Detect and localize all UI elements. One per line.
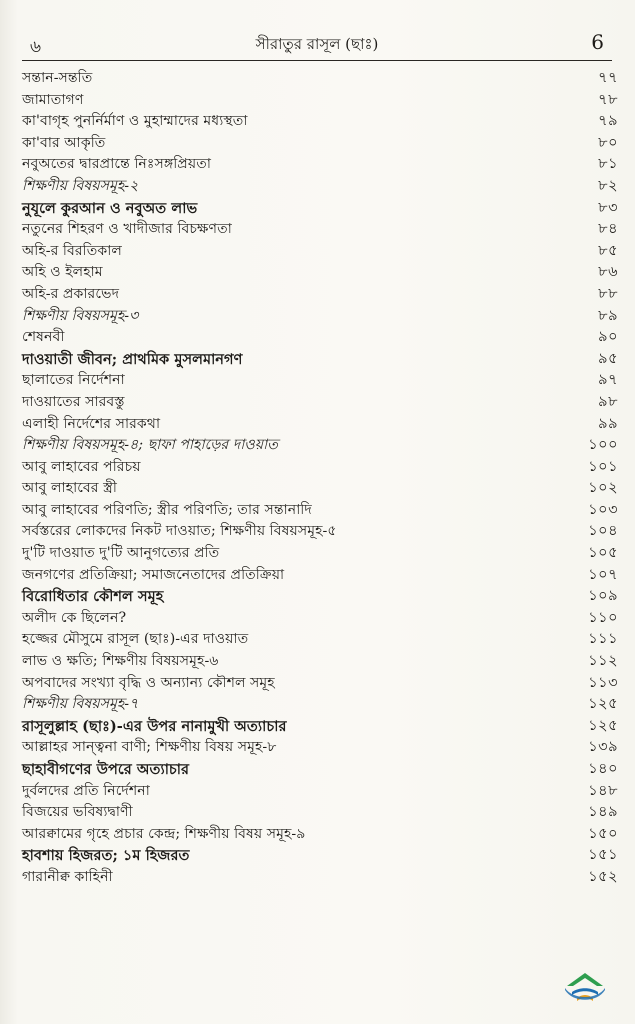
toc-entry-page: ১০২ xyxy=(588,480,618,497)
toc-entry xyxy=(22,68,626,90)
toc-entry xyxy=(22,435,626,457)
page-number-right: 6 xyxy=(591,30,604,54)
toc-entry-page: ১৪০ xyxy=(588,761,618,777)
toc-entry-page: ১১০ xyxy=(588,609,618,626)
page-number-left: ৬ xyxy=(30,37,42,57)
toc-entry xyxy=(22,306,626,328)
toc-entry-title: শিক্ষণীয় বিষয়সমূহ-৪; ছাফা পাহাড়ের দাওয়াত xyxy=(22,437,278,454)
toc-entry xyxy=(22,673,626,695)
toc-entry-title: নুযূলে কুরআন ও নবুঅত লাভ xyxy=(22,199,198,217)
toc-entry-page: ১০১ xyxy=(588,458,618,475)
toc-entry-title: দাওয়াতী জীবন; প্রাথমিক মুসলমানগণ xyxy=(22,350,243,368)
toc-entry-title: আরক্বামের গৃহে প্রচার কেন্দ্র; শিক্ষণীয় বিষয় সমূহ-৯ xyxy=(22,825,306,842)
toc-entry-title: সর্বস্তরের লোকদের নিকট দাওয়াত; শিক্ষণীয় বিষয়সমূহ-৫ xyxy=(22,523,337,540)
toc-entry-title: বিজয়ের ভবিষ্যদ্বাণী xyxy=(22,804,133,821)
toc-entry xyxy=(22,759,626,781)
toc-entry xyxy=(22,154,626,176)
toc-entry-page: ১০৭ xyxy=(588,566,618,583)
toc-entry xyxy=(22,867,626,889)
toc-entry-title: দু'টি দাওয়াত দু'টি আনুগত্যের প্রতি xyxy=(22,545,220,562)
toc-entry-title: আবু লাহাবের পরিণতি; স্ত্রীর পরিণতি; তার সন্তানাদি xyxy=(22,501,312,518)
toc-entry xyxy=(22,284,626,306)
toc-entry-title: লাভ ও ক্ষতি; শিক্ষণীয় বিষয়সমূহ-৬ xyxy=(22,653,219,670)
toc-entry-page: ৮৫ xyxy=(598,242,618,259)
toc-entry-page: ৮৮ xyxy=(598,285,618,302)
header-rule xyxy=(22,60,612,61)
toc-entry xyxy=(22,845,626,867)
toc-entry xyxy=(22,90,626,112)
toc-entry xyxy=(22,565,626,587)
toc-entry-title: জনগণের প্রতিক্রিয়া; সমাজনেতাদের প্রতিক্রিয়া xyxy=(22,566,285,583)
toc-entry-page: ১২৫ xyxy=(588,717,618,734)
toc-entry-page: ১৫০ xyxy=(588,825,618,842)
toc-entry-page: ৯৭ xyxy=(598,372,618,389)
toc-entry xyxy=(22,392,626,414)
toc-entry xyxy=(22,608,626,630)
toc-entry-page: ৯৫ xyxy=(598,350,618,367)
toc-entry-title: ছাহাবীগণের উপরে অত্যাচার xyxy=(22,761,190,778)
table-of-contents xyxy=(22,68,626,889)
toc-entry xyxy=(22,543,626,565)
toc-entry-title: অহি-র বিরতিকাল xyxy=(22,242,122,259)
toc-entry xyxy=(22,262,626,284)
toc-entry-title: আবু লাহাবের পরিচয় xyxy=(22,458,141,475)
toc-entry-title: গারানীক্ব কাহিনী xyxy=(22,868,113,885)
toc-entry xyxy=(22,716,626,738)
toc-entry xyxy=(22,781,626,803)
toc-entry-page: ১২৫ xyxy=(588,696,618,713)
toc-entry xyxy=(22,478,626,500)
toc-entry-title: দাওয়াতের সারবস্তু xyxy=(22,393,125,410)
toc-entry-title: নবুঅতের দ্বারপ্রান্তে নিঃসঙ্গপ্রিয়তা xyxy=(22,156,211,173)
toc-entry xyxy=(22,824,626,846)
toc-entry-title: সন্তান-সন্ততি xyxy=(22,70,93,86)
toc-entry xyxy=(22,737,626,759)
toc-entry xyxy=(22,651,626,673)
toc-entry-title: নতুনের শিহরণ ও খাদীজার বিচক্ষণতা xyxy=(22,221,232,238)
book-title: সীরাতুর রাসূল (ছাঃ) xyxy=(255,35,379,53)
toc-entry-page: ৮৯ xyxy=(598,307,618,324)
toc-entry xyxy=(22,133,626,155)
toc-entry xyxy=(22,198,626,220)
toc-entry-page: ১০৫ xyxy=(588,545,618,562)
toc-entry-title: শেষনবী xyxy=(22,329,65,346)
toc-entry-page: ১৫২ xyxy=(588,868,618,885)
toc-entry-page: ১৩৯ xyxy=(588,739,618,756)
toc-entry xyxy=(22,241,626,263)
toc-entry-page: ১০০ xyxy=(588,437,618,454)
toc-entry xyxy=(22,629,626,651)
toc-entry-title: এলাহী নির্দেশের সারকথা xyxy=(22,415,161,432)
toc-entry-page: ৮৩ xyxy=(598,199,618,216)
toc-entry-title: অপবাদের সংখ্যা বৃদ্ধি ও অন্যান্য কৌশল সমূহ xyxy=(22,674,275,691)
toc-entry xyxy=(22,219,626,241)
toc-entry-page: ৭৮ xyxy=(598,91,618,108)
toc-entry-page: ১১১ xyxy=(588,631,618,648)
toc-entry-title: অহি ও ইলহাম xyxy=(22,264,103,281)
toc-entry-title: রাসূলুল্লাহ (ছাঃ)-এর উপর নানামুখী অত্যাচার xyxy=(22,717,287,735)
toc-entry xyxy=(22,521,626,543)
toc-entry xyxy=(22,370,626,392)
toc-entry-title: হজ্জের মৌসুমে রাসূল (ছাঃ)-এর দাওয়াত xyxy=(22,631,249,648)
toc-entry-page: ১৪৯ xyxy=(588,804,618,821)
toc-entry-page: ৯৮ xyxy=(598,393,618,410)
toc-entry-page: ৭৯ xyxy=(598,113,618,130)
toc-entry-title: জামাতাগণ xyxy=(22,91,84,108)
toc-entry xyxy=(22,176,626,198)
toc-entry xyxy=(22,586,626,608)
toc-entry xyxy=(22,414,626,436)
toc-entry-title: আল্লাহর সান্ত্বনা বাণী; শিক্ষণীয় বিষয় সমূহ-৮ xyxy=(22,739,277,756)
toc-entry-title: অহি-র প্রকারভেদ xyxy=(22,285,120,302)
toc-entry xyxy=(22,802,626,824)
toc-entry-title: শিক্ষণীয় বিষয়সমূহ-৩ xyxy=(22,307,139,324)
toc-entry-title: অলীদ কে ছিলেন? xyxy=(22,609,127,626)
toc-entry-page: ১১২ xyxy=(588,653,618,670)
toc-entry-title: শিক্ষণীয় বিষয়সমূহ-২ xyxy=(22,177,139,194)
toc-entry-page: ১০৪ xyxy=(588,523,618,540)
toc-entry-page: ৮০ xyxy=(598,134,618,151)
toc-entry-page: ১০৯ xyxy=(588,588,618,605)
toc-entry-title: বিরোধিতার কৌশল সমূহ xyxy=(22,588,164,606)
toc-entry-title: ছালাতের নির্দেশনা xyxy=(22,372,125,389)
page-header xyxy=(22,30,612,58)
toc-entry xyxy=(22,111,626,133)
toc-entry xyxy=(22,500,626,522)
toc-entry-title: দুর্বলদের প্রতি নির্দেশনা xyxy=(22,782,150,799)
toc-entry-title: আবু লাহাবের স্ত্রী xyxy=(22,480,117,497)
toc-entry-page: ১৪৮ xyxy=(588,782,618,799)
toc-entry-title: হাবশায় হিজরত; ১ম হিজরত xyxy=(22,847,190,865)
toc-entry-page: ৮৬ xyxy=(598,264,618,281)
toc-entry-page: ৯৯ xyxy=(598,415,618,432)
toc-entry xyxy=(22,349,626,371)
toc-entry-title: কা'বাগৃহ পুনর্নির্মাণ ও মুহাম্মাদের মধ্যস্থতা xyxy=(22,113,248,130)
toc-entry-page: ১১৩ xyxy=(588,674,618,691)
toc-entry-page: ১০৩ xyxy=(588,501,618,518)
toc-entry xyxy=(22,327,626,349)
toc-entry-title: শিক্ষণীয় বিষয়সমূহ-৭ xyxy=(22,696,139,713)
toc-entry-page: ৭৭ xyxy=(598,70,618,86)
toc-entry-page: ৮৪ xyxy=(598,221,618,238)
toc-entry-page: ১৫১ xyxy=(588,847,618,864)
toc-entry-title: কা'বার আকৃতি xyxy=(22,134,106,151)
toc-entry-page: ৮২ xyxy=(598,177,618,194)
toc-entry-page: ৮১ xyxy=(598,156,618,173)
publisher-logo-icon xyxy=(563,970,607,1004)
toc-entry xyxy=(22,457,626,479)
toc-entry xyxy=(22,694,626,716)
toc-entry-page: ৯০ xyxy=(598,329,618,346)
